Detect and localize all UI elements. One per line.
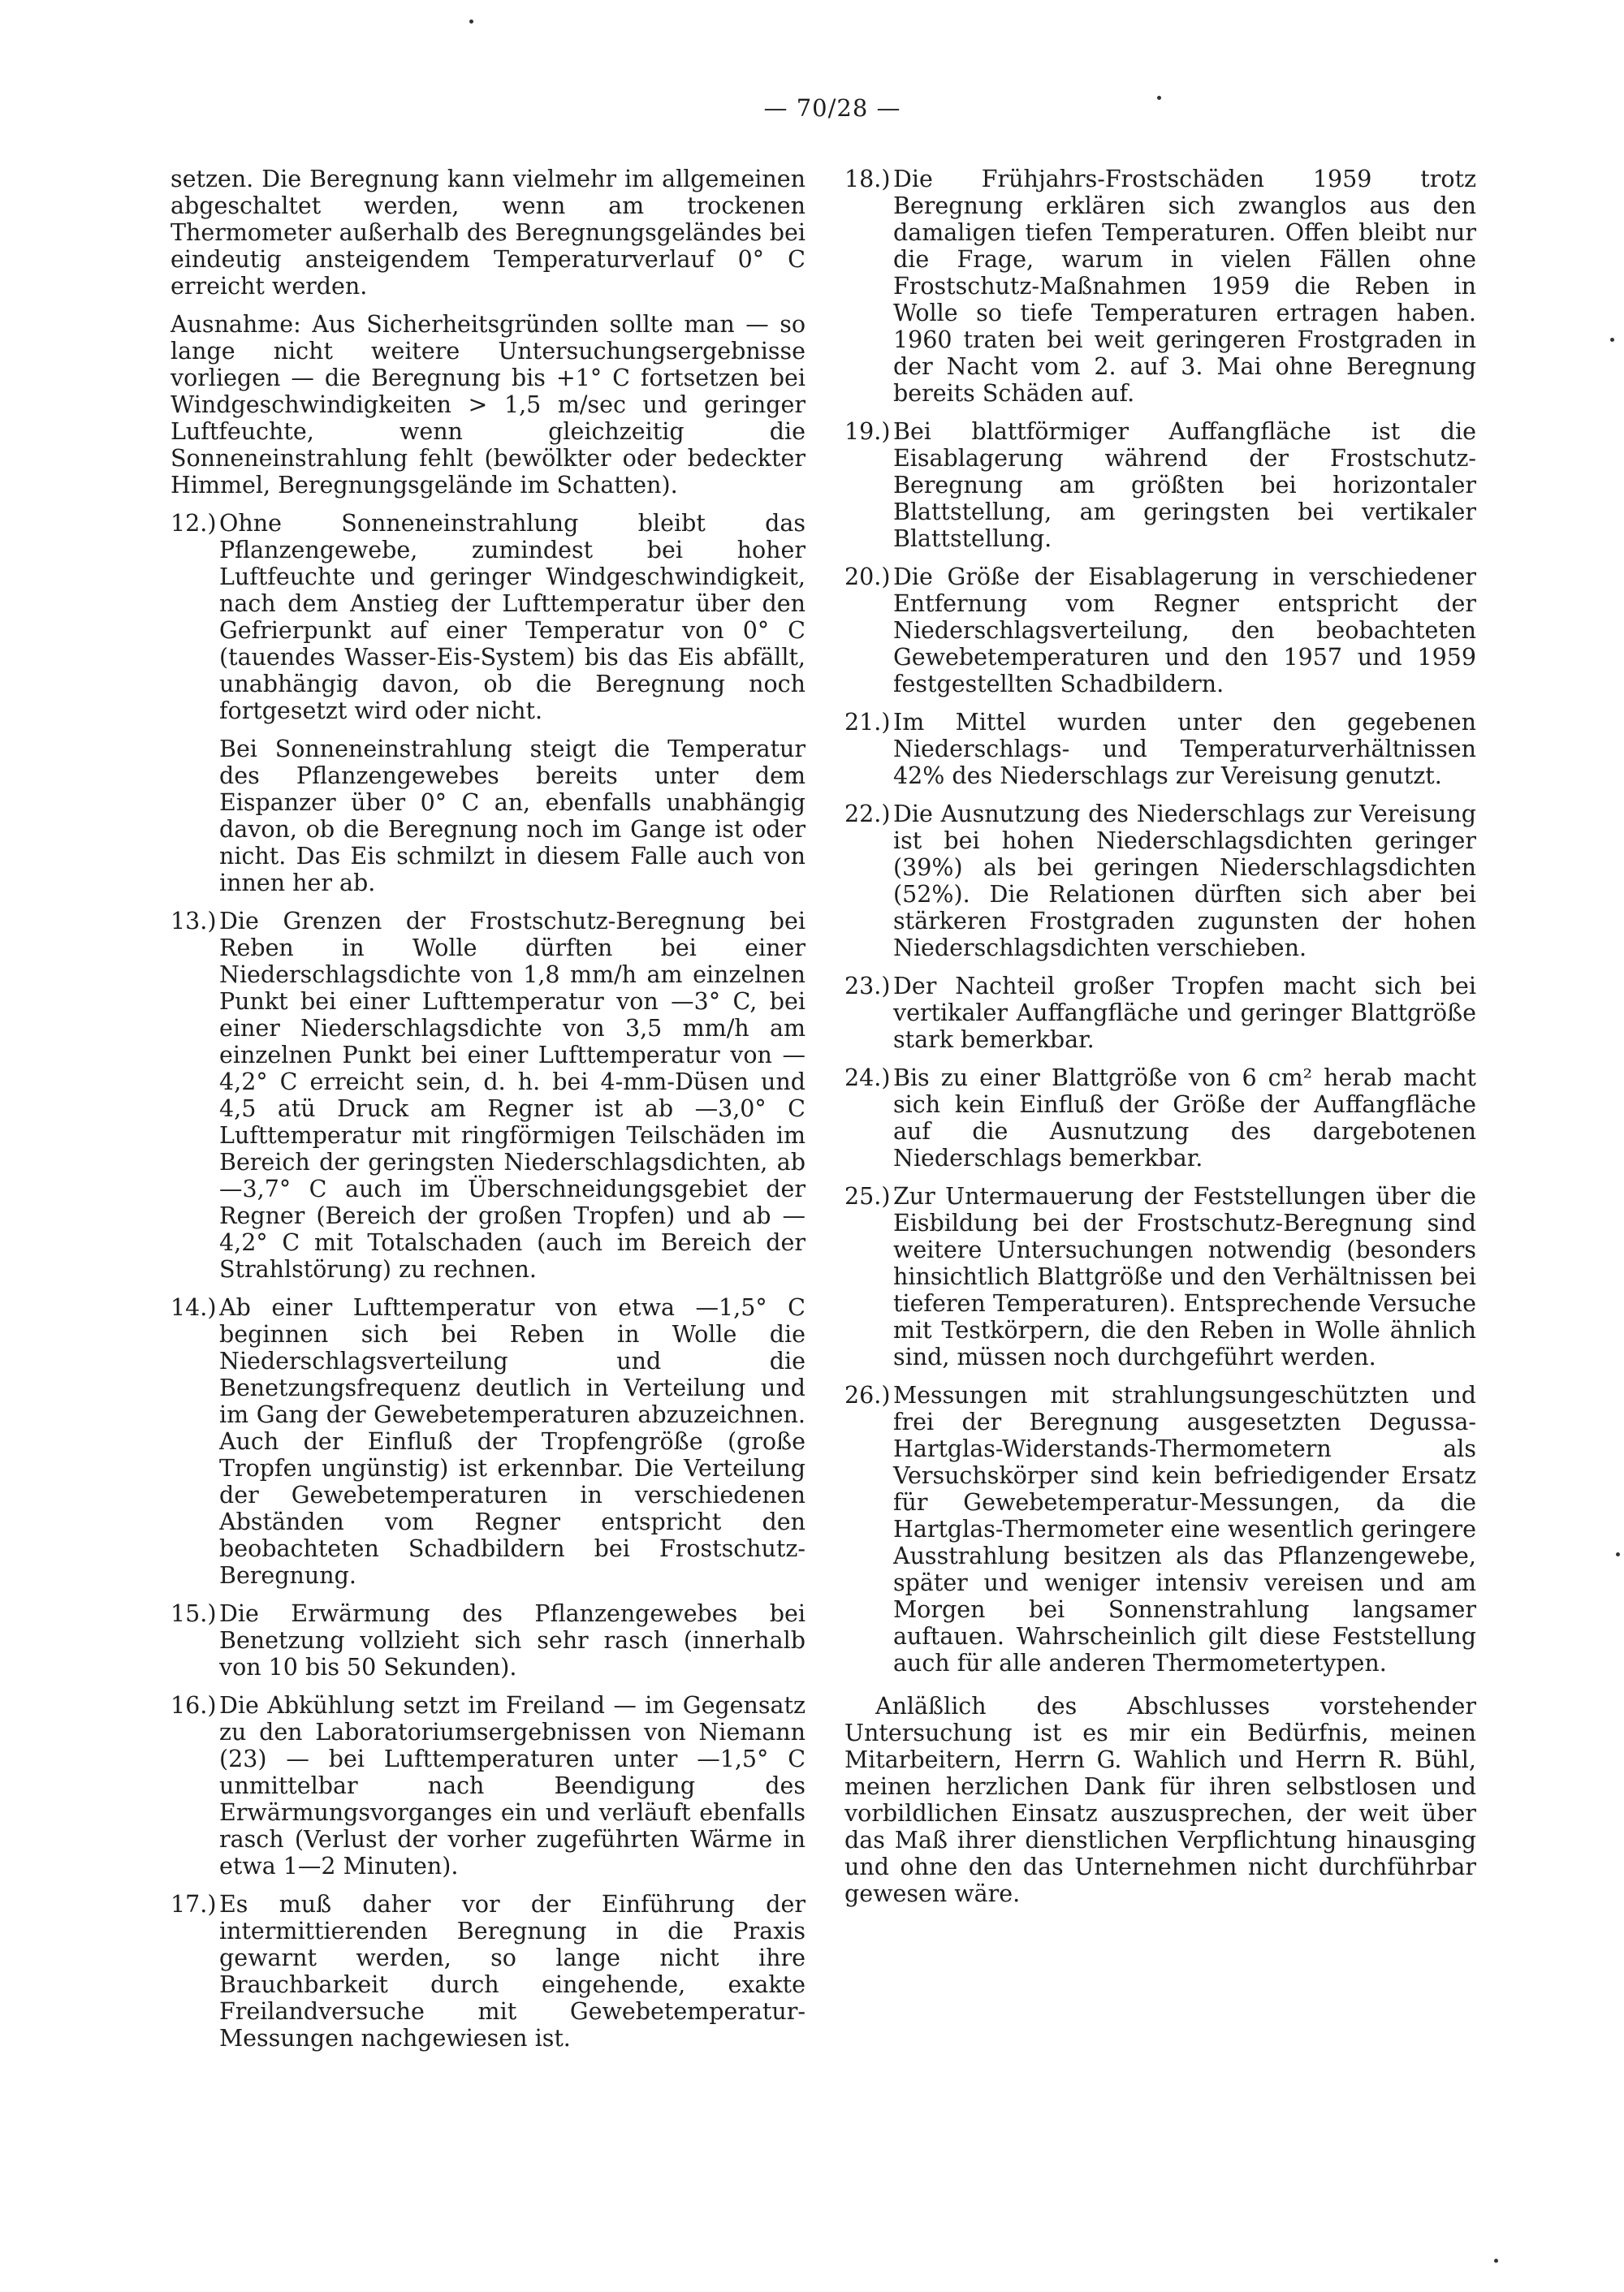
scan-speck [469,19,473,24]
list-item-14 [171,1294,806,1589]
acknowledgement-paragraph: Anläßlich des Abschlusses vorstehender Untersuchung ist es mir ein Bedürfnis, meinen Mitarbeitern, Herrn G. Wahlich und Herrn R. Bühl, meinen herzlichen Dank für ihren selbstlosen und vorbildlichen Einsatz auszusprechen, der weit über das Maß ihrer dienstlichen Verpflichtung hinausging und ohne den das Unternehmen nicht durchführbar gewesen wäre. [844,1693,1476,1907]
scan-speck [1494,2259,1498,2263]
list-item-18 [844,166,1476,407]
item-text: Messungen mit strahlungsungeschützten und frei der Beregnung ausgesetzten Degussa-Hartglas-Widerstands-Thermometern als Versuchskörper sind kein befriedigender Ersatz für Gewebetemperatur-Messungen, da die Hartglas-Thermometer eine wesentlich geringere Ausstrahlung besitzen als das Pflanzengewebe, später und weniger intensiv vereisen und am Morgen bei Sonnenstrahlung langsamer auftauen. Wahrscheinlich gilt diese Feststellung auch für alle anderen Thermometertypen. [893,1382,1476,1677]
item-text: Die Größe der Eisablagerung in verschiedener Entfernung vom Regner entspricht der Niederschlagsverteilung, den beobachteten Gewebetemperaturen und den 1957 und 1959 festgestellten Schadbildern. [893,563,1476,697]
item-text: Die Ausnutzung des Niederschlags zur Vereisung ist bei hohen Niederschlagsdichten geringer (39%) als bei geringen Niederschlagsdichten (52%). Die Relationen dürften sich aber bei stärkeren Frostgraden zugunsten der hohen Niederschlagsdichten verschieben. [893,801,1476,961]
item-number: 13.) [171,908,217,934]
item-text: Die Abkühlung setzt im Freiland — im Gegensatz zu den Laboratoriumsergebnissen von Niemann (23) — bei Lufttemperaturen unter —1,5° C unmittelbar nach Beendigung des Erwärmungsvorganges ein und verläuft ebenfalls rasch (Verlust der vorher zugeführten Wärme in etwa 1—2 Minuten). [219,1692,806,1880]
item-text: Die Erwärmung des Pflanzengewebes bei Benetzung vollzieht sich sehr rasch (innerhalb von 10 bis 50 Sekunden). [219,1600,806,1681]
scan-speck [1157,96,1161,100]
item-text: Der Nachteil großer Tropfen macht sich bei vertikaler Auffangfläche und geringer Blattgröße stark bemerkbar. [893,973,1476,1053]
list-item-12 [171,510,806,724]
exception-paragraph: Ausnahme: Aus Sicherheitsgründen sollte man — so lange nicht weitere Untersuchungsergebnisse vorliegen — die Beregnung bis +1° C fortsetzen bei Windgeschwindigkeiten > 1,5 m/sec und geringer Luftfeuchte, wenn gleichzeitig die Sonneneinstrahlung fehlt (bewölkter oder bedeckter Himmel, Beregnungsgelände im Schatten). [171,311,806,499]
list-item-19 [844,418,1476,552]
item-text: Ab einer Lufttemperatur von etwa —1,5° C beginnen sich bei Reben in Wolle die Niederschlagsverteilung und die Benetzungsfrequenz deutlich in Verteilung und im Gang der Gewebetemperaturen abzuzeichnen. Auch der Einfluß der Tropfengröße (große Tropfen ungünstig) ist erkennbar. Die Verteilung der Gewebetemperaturen in verschiedenen Abständen vom Regner entspricht den beobachteten Schadbildern bei Frostschutz-Beregnung. [219,1294,806,1589]
item-text: Die Grenzen der Frostschutz-Beregnung bei Reben in Wolle dürften bei einer Niederschlagsdichte von 1,8 mm/h am einzelnen Punkt bei einer Lufttemperatur von —3° C, bei einer Niederschlagsdichte von 3,5 mm/h am einzelnen Punkt bei einer Lufttemperatur von —4,2° C erreicht sein, d. h. bei 4-mm-Düsen und 4,5 atü Druck am Regner ist ab —3,0° C Lufttemperatur mit ringförmigen Teilschäden im Bereich der geringsten Niederschlagsdichten, ab —3,7° C auch im Überschneidungsgebiet der Regner (Bereich der großen Tropfen) und ab —4,2° C mit Totalschaden (auch im Bereich der Strahlstörung) zu rechnen. [219,908,806,1283]
item-text: Es muß daher vor der Einführung der intermittierenden Beregnung in die Praxis gewarnt werden, so lange nicht ihre Brauchbarkeit durch eingehende, exakte Freilandversuche mit Gewebetemperatur-Messungen nachgewiesen ist. [219,1891,806,2052]
item-number: 24.) [844,1064,891,1091]
list-item-15 [171,1600,806,1681]
left-column [171,166,806,2063]
scan-speck [1610,338,1614,342]
item-number [171,736,219,896]
item-text: Bei blattförmiger Auffangfläche ist die Eisablagerung während der Frostschutz-Beregnung am größten bei horizontaler Blattstellung, am geringsten bei vertikaler Blattstellung. [893,418,1476,552]
item-number: 20.) [844,563,891,590]
intro-paragraph: setzen. Die Beregnung kann vielmehr im allgemeinen abgeschaltet werden, wenn am trockenen Thermometer außerhalb des Beregnungsgeländes bei eindeutig ansteigendem Temperaturverlauf 0° C erreicht werden. [171,166,806,300]
list-item-26 [844,1382,1476,1677]
item-number: 16.) [171,1692,217,1719]
list-item-17 [171,1891,806,2052]
item-number: 12.) [171,510,217,537]
scan-speck [1616,1552,1620,1556]
item-number: 18.) [844,166,891,192]
right-column [844,166,1476,1919]
list-item-24 [844,1064,1476,1172]
item-text: Bis zu einer Blattgröße von 6 cm² herab macht sich kein Einfluß der Größe der Auffangfläche auf die Ausnutzung des dargebotenen Niederschlags bemerkbar. [893,1064,1476,1172]
item-text: Zur Untermauerung der Feststellungen über die Eisbildung bei der Frostschutz-Beregnung sind weitere Untersuchungen notwendig (besonders hinsichtlich Blattgröße und den Verhältnissen bei tieferen Temperaturen). Entsprechende Versuche mit Testkörpern, die den Reben in Wolle ähnlich sind, müssen noch durchgeführt werden. [893,1183,1476,1370]
item-number: 23.) [844,973,891,999]
item-number: 26.) [844,1382,891,1409]
list-item-16 [171,1692,806,1880]
item-text: Die Frühjahrs-Frostschäden 1959 trotz Beregnung erklären sich zwanglos aus den damaligen tiefen Temperaturen. Offen bleibt nur die Frage, warum in vielen Fällen ohne Frostschutz-Maßnahmen 1959 die Reben in Wolle so tiefe Temperaturen ertragen haben. 1960 traten bei weit geringeren Frostgraden in der Nacht vom 2. auf 3. Mai ohne Beregnung bereits Schäden auf. [893,166,1476,407]
item-number: 14.) [171,1294,217,1321]
item-number: 19.) [844,418,891,445]
list-item-23 [844,973,1476,1053]
list-item-25 [844,1183,1476,1370]
list-item-12-continuation [171,736,806,896]
item-number: 15.) [171,1600,217,1627]
page-number: — 70/28 — [763,94,901,122]
item-number: 21.) [844,709,891,736]
item-number: 22.) [844,801,891,827]
item-number: 25.) [844,1183,891,1210]
list-item-21 [844,709,1476,789]
item-number: 17.) [171,1891,217,1918]
list-item-22 [844,801,1476,961]
item-text: Ohne Sonneneinstrahlung bleibt das Pflanzengewebe, zumindest bei hoher Luftfeuchte und geringer Windgeschwindigkeit, nach dem Anstieg der Lufttemperatur über den Gefrierpunkt auf einer Temperatur von 0° C (tauendes Wasser-Eis-System) bis das Eis abfällt, unabhängig davon, ob die Beregnung noch fortgesetzt wird oder nicht. [219,510,806,724]
list-item-20 [844,563,1476,697]
list-item-13 [171,908,806,1283]
item-text: Im Mittel wurden unter den gegebenen Niederschlags- und Temperaturverhältnissen 42% des Niederschlags zur Vereisung genutzt. [893,709,1476,789]
item-text: Bei Sonneneinstrahlung steigt die Temperatur des Pflanzengewebes bereits unter dem Eispanzer über 0° C an, ebenfalls unabhängig davon, ob die Beregnung noch im Gange ist oder nicht. Das Eis schmilzt in diesem Falle auch von innen her ab. [219,736,806,896]
